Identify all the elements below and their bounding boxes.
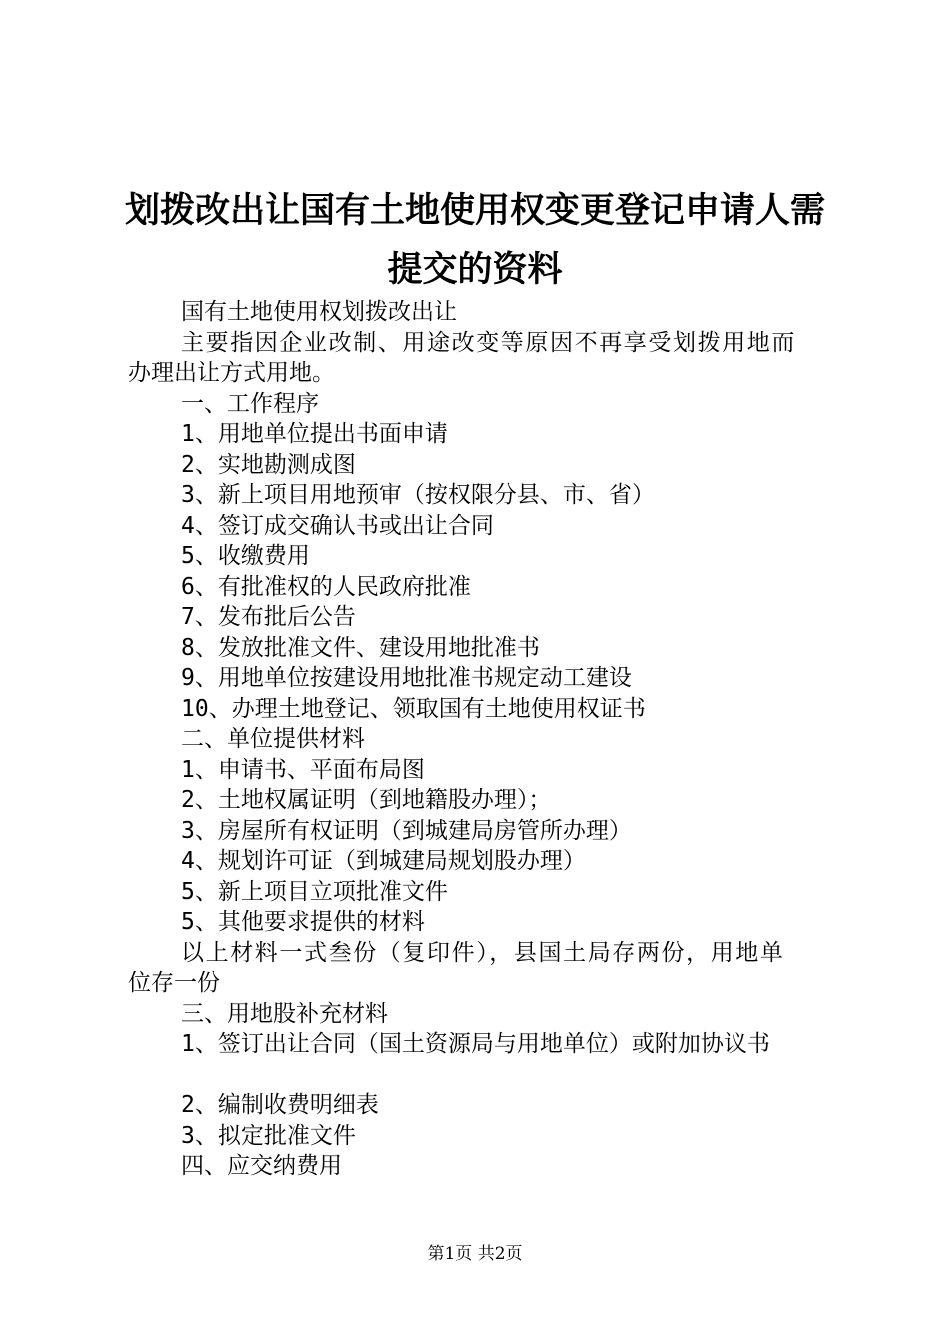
section-heading: 二、单位提供材料 [181, 726, 365, 752]
list-item: 10、办理土地登记、领取国有土地使用权证书 [181, 695, 646, 722]
paragraph-line: 办理出让方式用地。 [128, 360, 335, 386]
list-item: 2、土地权属证明（到地籍股办理）； [181, 787, 552, 813]
section-heading: 国有土地使用权划拨改出让 [181, 299, 457, 325]
section-heading: 四、应交纳费用 [181, 1153, 342, 1179]
list-item: 5、收缴费用 [181, 543, 310, 569]
list-item: 6、有批准权的人民政府批准 [181, 573, 471, 600]
paragraph-line: 主要指因企业改制、用途改变等原因不再享受划拨用地而 [181, 329, 796, 356]
list-item: 2、实地勘测成图 [181, 451, 356, 478]
document-body [128, 297, 834, 1182]
page-footer-indicator: 第1页 共2页 [427, 1244, 523, 1264]
list-item: 1、申请书、平面布局图 [181, 756, 425, 783]
list-item: 2、编制收费明细表 [181, 1092, 379, 1118]
list-item: 3、拟定批准文件 [181, 1122, 356, 1149]
list-item: 1、签订出让合同（国土资源局与用地单位）或附加协议书 [181, 1031, 770, 1057]
list-item: 1、用地单位提出书面申请 [181, 421, 448, 447]
list-item: 7、发布批后公告 [181, 604, 356, 630]
document-title-line-1: 划拨改出让国有土地使用权变更登记申请人需 [124, 190, 825, 231]
paragraph-line: 以上材料一式叁份（复印件），县国土局存两份，用地单 [181, 939, 785, 966]
paragraph-line: 位存一份 [128, 970, 220, 996]
list-item: 4、规划许可证（到城建局规划股办理） [181, 848, 586, 874]
list-item: 3、新上项目用地预审（按权限分县、市、省） [181, 482, 655, 508]
list-item: 5、其他要求提供的材料 [181, 909, 425, 935]
list-item: 3、房屋所有权证明（到城建局房管所办理） [181, 817, 632, 844]
document-title-line-2: 提交的资料 [387, 249, 563, 290]
section-heading: 三、用地股补充材料 [181, 1000, 388, 1027]
list-item: 9、用地单位按建设用地批准书规定动工建设 [181, 665, 632, 691]
list-item: 5、新上项目立项批准文件 [181, 878, 448, 905]
blank-line [128, 1060, 834, 1091]
list-item: 4、签订成交确认书或出让合同 [181, 512, 494, 539]
section-heading: 一、工作程序 [181, 390, 319, 417]
list-item: 8、发放批准文件、建设用地批准书 [181, 634, 540, 661]
